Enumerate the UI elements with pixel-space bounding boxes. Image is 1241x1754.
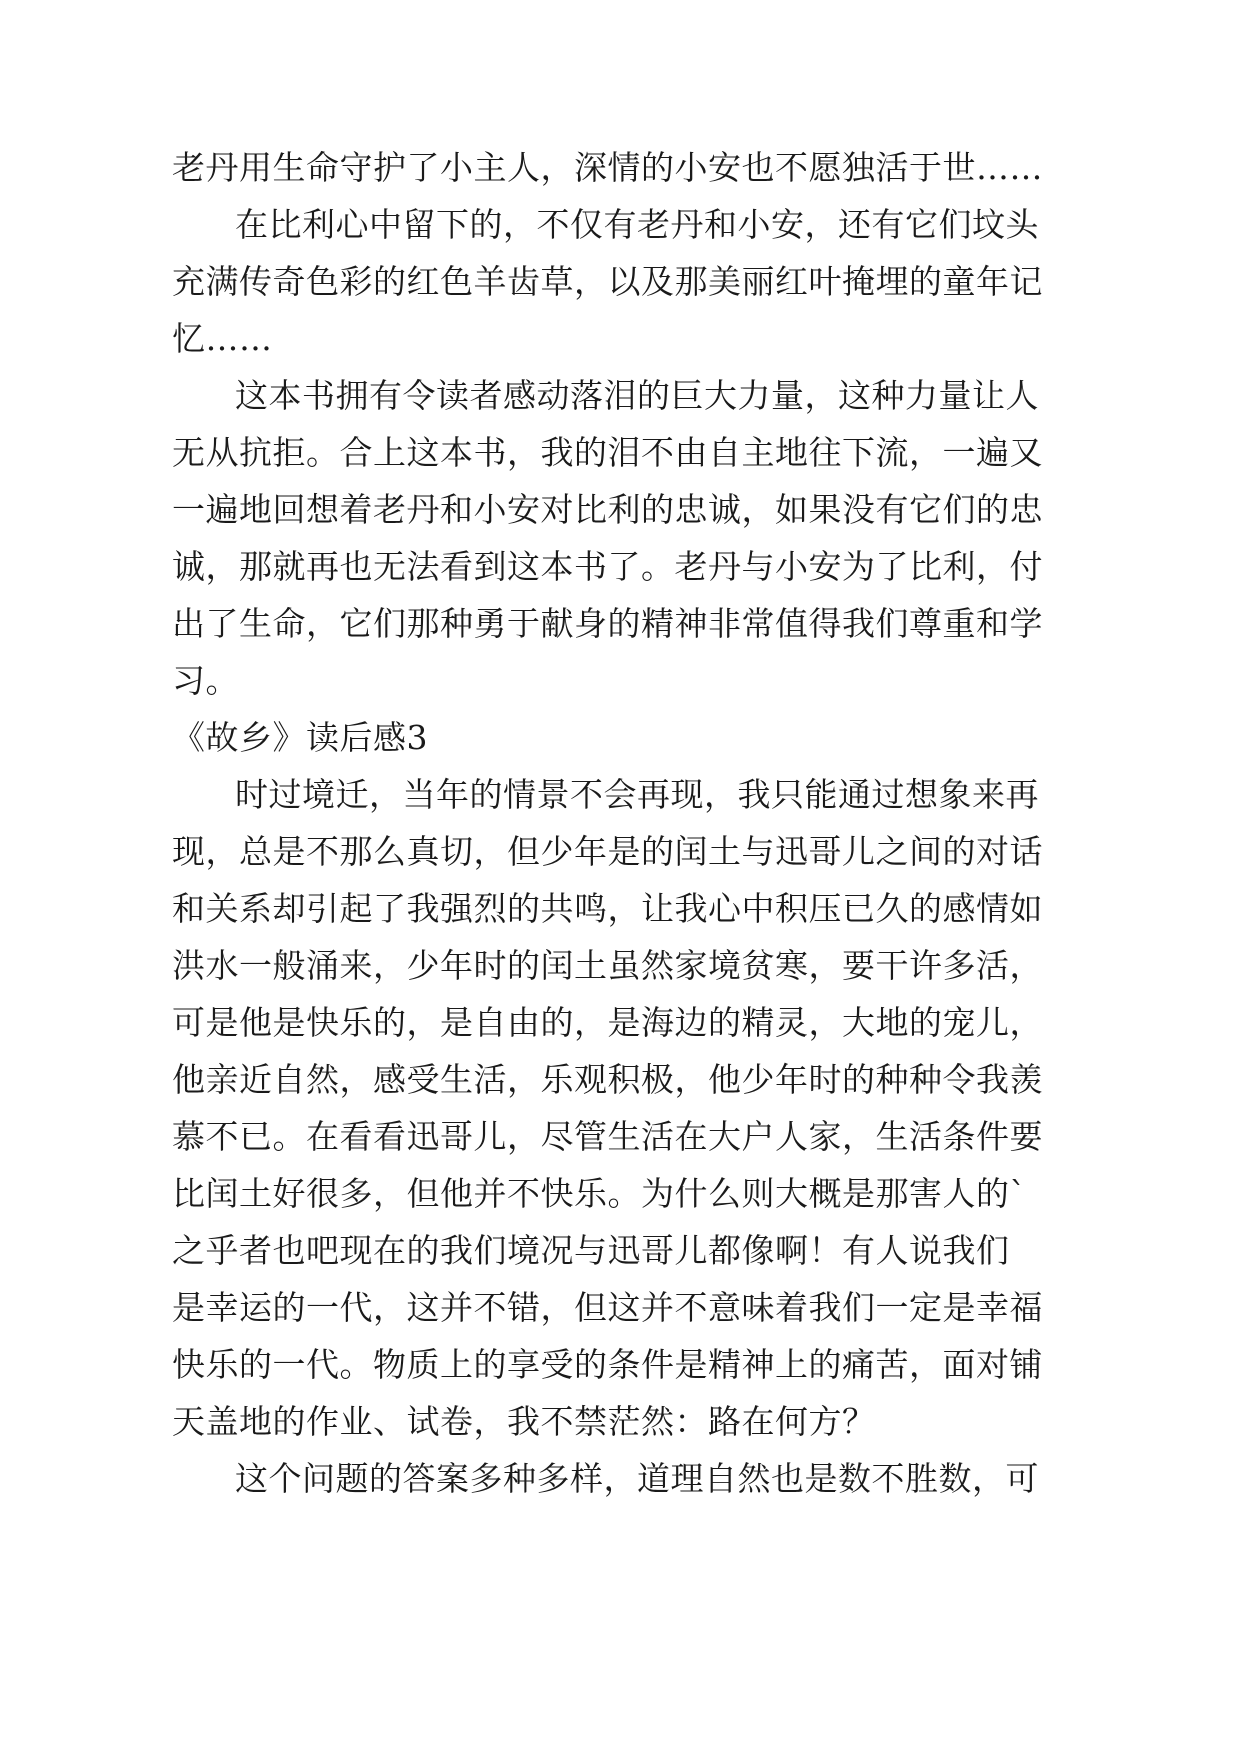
text-line: 之乎者也吧现在的我们境况与迅哥儿都像啊！有人说我们 [172,1231,1010,1270]
text-line: 他亲近自然，感受生活，乐观积极，他少年时的种种令我羡 [172,1060,1043,1099]
text-line: 慕不已。在看看迅哥儿，尽管生活在大户人家，生活条件要 [172,1117,1043,1156]
text-line: 洪水一般涌来，少年时的闰土虽然家境贫寒，要干许多活， [172,946,1043,985]
text-line: 天盖地的作业、试卷，我不禁茫然：路在何方？ [172,1402,876,1441]
text-line: 可是他是快乐的，是自由的，是海边的精灵，大地的宠儿， [172,1003,1043,1042]
paragraph-start-line: 这本书拥有令读者感动落泪的巨大力量，这种力量让人 [235,376,1039,415]
section-heading: 《故乡》读后感3 [172,718,428,757]
paragraph-start-line: 时过境迁，当年的情景不会再现，我只能通过想象来再 [235,775,1039,814]
text-line: 诚，那就再也无法看到这本书了。老丹与小安为了比利，付 [172,547,1043,586]
text-line: 和关系却引起了我强烈的共鸣，让我心中积压已久的感情如 [172,889,1043,928]
text-line: 无从抗拒。合上这本书，我的泪不由自主地往下流，一遍又 [172,433,1043,472]
text-line: 一遍地回想着老丹和小安对比利的忠诚，如果没有它们的忠 [172,490,1043,529]
text-line: 是幸运的一代，这并不错，但这并不意味着我们一定是幸福 [172,1288,1043,1327]
text-line: 习。 [172,661,239,700]
paragraph-start-line: 在比利心中留下的，不仅有老丹和小安，还有它们坟头 [235,205,1039,244]
text-line: 快乐的一代。物质上的享受的条件是精神上的痛苦，面对铺 [172,1345,1043,1384]
text-line: 比闰土好很多，但他并不快乐。为什么则大概是那害人的` [172,1174,1027,1213]
text-line: 忆…… [172,319,273,358]
paragraph-start-line: 这个问题的答案多种多样，道理自然也是数不胜数，可 [235,1459,1039,1498]
text-line: 老丹用生命守护了小主人，深情的小安也不愿独活于世…… [172,148,1043,187]
text-line: 现，总是不那么真切，但少年是的闰土与迅哥儿之间的对话 [172,832,1043,871]
text-line: 充满传奇色彩的红色羊齿草，以及那美丽红叶掩埋的童年记 [172,262,1043,301]
text-line: 出了生命，它们那种勇于献身的精神非常值得我们尊重和学 [172,604,1043,643]
